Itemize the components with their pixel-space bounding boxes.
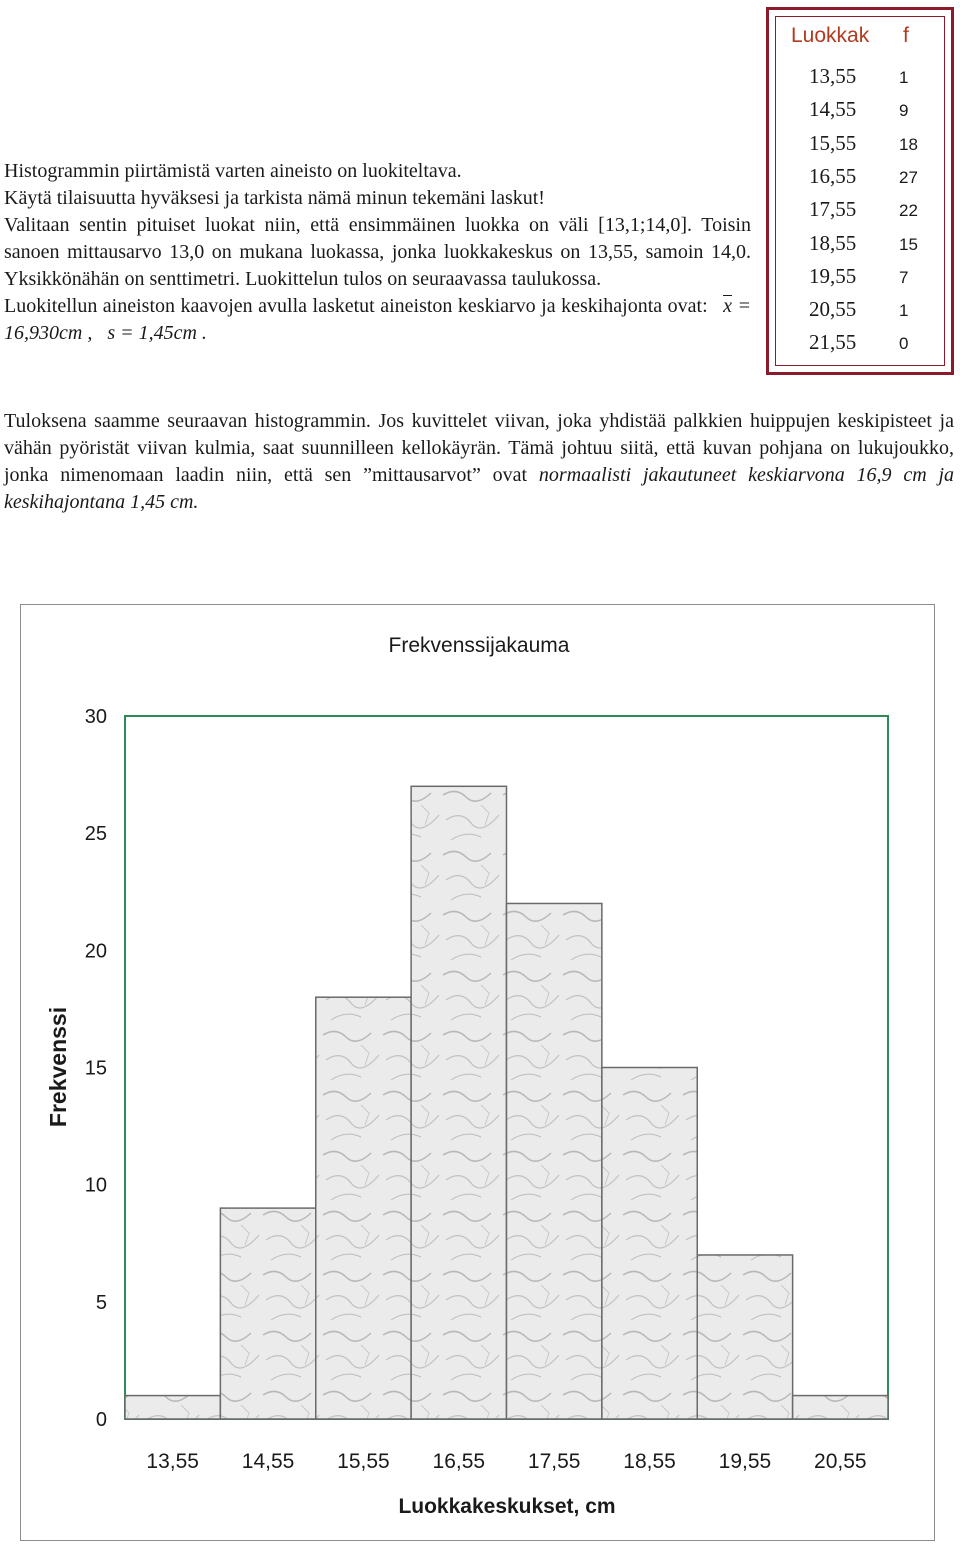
conclusion-body: Tuloksena saamme seuraavan histogrammin. Jos kuvittelet viivan, joka yhdistää palkkien huippujen keskipisteet ja vähän pyöristät viivan kulmia, saat suunnilleen kellokäyrän. Tämä johtuu siitä, että kuvan pohjana on lukujoukko, jonka nimenomaan laadin niin, että sen ”mittausarvot” ovat <box>4 410 954 486</box>
table-cell-frequency: 1 <box>899 68 909 87</box>
x-tick-label: 13,55 <box>146 1450 199 1473</box>
sd-formula: s = 1,45cm . <box>107 322 207 344</box>
intro-line-1: Histogrammin piirtämistä varten aineisto on luokiteltava. <box>4 160 462 182</box>
histogram-chart <box>20 604 935 1541</box>
x-tick-label: 15,55 <box>337 1450 390 1473</box>
mean-symbol: x <box>723 293 732 320</box>
table-cell-frequency: 1 <box>899 301 909 321</box>
table-cell-class-center: 18,55 <box>809 230 857 255</box>
table-cell-frequency: 18 <box>899 134 918 154</box>
y-tick-label: 5 <box>95 1291 107 1314</box>
frequency-table <box>766 7 954 375</box>
table-cell-frequency: 9 <box>899 101 909 121</box>
table-cell-frequency: 22 <box>899 201 918 221</box>
mean-value: = 16,930cm , <box>4 295 752 344</box>
x-axis-ticks <box>146 1450 866 1473</box>
table-cell-class-center: 19,55 <box>809 263 857 288</box>
chart-title: Frekvenssijakauma <box>388 634 570 657</box>
histogram-bar <box>602 1068 697 1420</box>
table-cell-class-center: 13,55 <box>809 64 857 88</box>
y-tick-label: 10 <box>84 1174 107 1197</box>
histogram-bars <box>125 786 888 1419</box>
table-cell-frequency: 0 <box>899 334 909 354</box>
x-tick-label: 14,55 <box>241 1450 295 1473</box>
conclusion-text <box>4 408 954 516</box>
x-tick-label: 17,55 <box>527 1450 581 1473</box>
x-tick-label: 19,55 <box>718 1450 772 1473</box>
intro-paragraph: Valitaan sentin pituiset luokat niin, että ensimmäinen luokka on väli [13,1;14,0]. Toisin sanoen mittausarvo 13,0 on mukana luokassa, jonka luokkakeskus on 13,55, samoin 14,0. Yksikkönähän on senttimetri. Luokittelun tulos on seuraavassa taulukossa. <box>4 214 751 290</box>
conclusion-paragraph <box>4 408 954 516</box>
conclusion-italic: normaalisti jakautuneet keskiarvona 16,9 cm ja keskihajontana 1,45 cm. <box>4 464 955 513</box>
table-cell-class-center: 14,55 <box>809 97 857 122</box>
x-tick-label: 16,55 <box>432 1450 486 1473</box>
histogram-svg <box>21 605 934 1540</box>
histogram-bar <box>793 1396 888 1419</box>
table-cell-frequency: 27 <box>899 167 918 187</box>
x-tick-label: 18,55 <box>623 1450 676 1473</box>
table-cell-class-center: 15,55 <box>809 130 857 155</box>
y-tick-label: 30 <box>84 706 107 728</box>
histogram-bar <box>697 1255 792 1419</box>
y-tick-label: 15 <box>84 1057 107 1080</box>
table-cell-class-center: 21,55 <box>809 330 857 355</box>
histogram-bar <box>411 786 506 1419</box>
header-class-center: Luokkak <box>791 24 870 47</box>
histogram-bar <box>507 903 602 1419</box>
table-cell-class-center: 20,55 <box>809 297 857 322</box>
x-tick-label: 20,55 <box>814 1450 867 1473</box>
y-axis-ticks <box>85 706 107 1431</box>
histogram-bar <box>125 1396 220 1419</box>
table-cell-class-center: 17,55 <box>809 197 857 222</box>
stats-text: Luokitellun aineiston kaavojen avulla lasketut aineiston keskiarvo ja keskihajonta ovat: <box>4 295 708 317</box>
frequency-table-header <box>791 24 909 48</box>
histogram-bar <box>316 997 411 1419</box>
stats-paragraph <box>4 293 751 347</box>
table-cell-class-center: 16,55 <box>809 163 857 188</box>
intro-text <box>4 158 751 347</box>
y-tick-label: 20 <box>84 940 107 963</box>
table-cell-frequency: 15 <box>899 234 918 254</box>
table-cell-frequency: 7 <box>899 267 909 287</box>
frequency-table-inner-border <box>775 16 945 366</box>
x-axis-label: Luokkakeskukset, cm <box>398 1495 616 1518</box>
y-tick-label: 25 <box>84 823 107 846</box>
y-axis-label: Frekvenssi <box>45 1006 71 1128</box>
header-frequency: f <box>903 24 909 47</box>
y-tick-label: 0 <box>95 1409 107 1431</box>
histogram-bar <box>220 1208 315 1419</box>
intro-line-2: Käytä tilaisuutta hyväksesi ja tarkista nämä minun tekemäni laskut! <box>4 187 545 209</box>
